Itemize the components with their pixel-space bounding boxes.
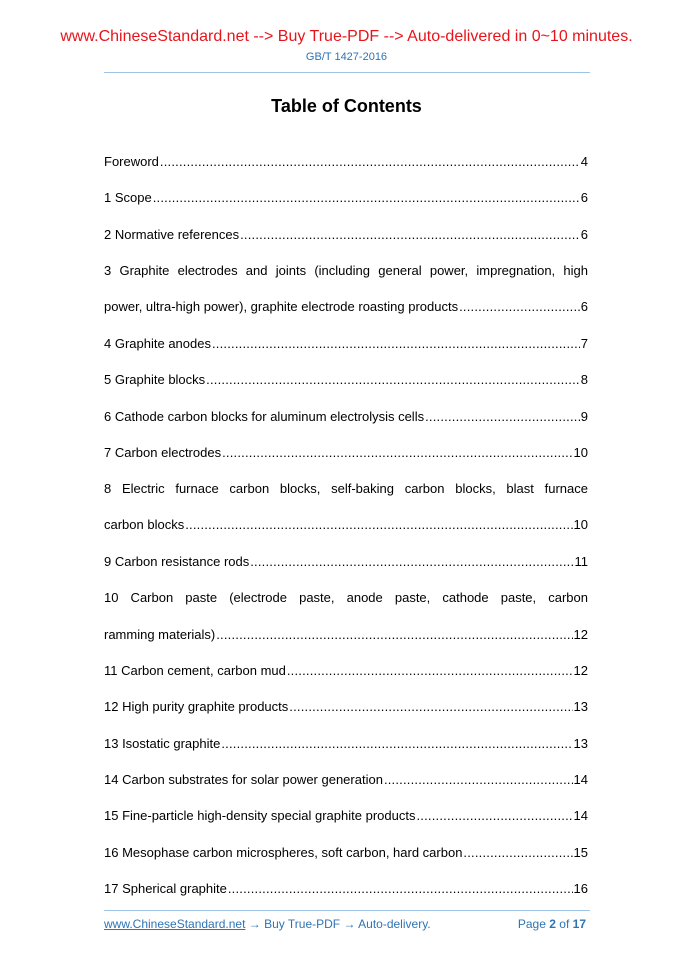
toc-page: 16 (573, 881, 588, 896)
page-counter (518, 917, 586, 931)
toc-entry-graphite-electrodes-line2[interactable] (104, 298, 588, 316)
toc-label: 13 Isostatic graphite (104, 736, 221, 751)
toc-entry-mesophase-carbon[interactable] (104, 844, 588, 862)
toc-label: 15 Fine-particle high-density special graphite products (104, 808, 416, 823)
toc-page: 11 (574, 554, 588, 569)
toc-page: 10 (573, 517, 588, 532)
toc-leader (185, 516, 572, 534)
toc-leader (240, 226, 580, 244)
toc-label: 2 Normative references (104, 227, 240, 242)
toc-page: 13 (573, 699, 588, 714)
header-banner[interactable]: www.ChineseStandard.net --> Buy True-PDF --> Auto-delivered in 0~10 minutes. (60, 28, 633, 45)
toc-page: 9 (580, 409, 588, 424)
toc-entry-carbon-electrodes[interactable] (104, 444, 588, 462)
arrow-right-icon: → (248, 917, 261, 931)
toc-label: 4 Graphite anodes (104, 336, 211, 351)
toc-entry-electric-furnace-line1[interactable]: 8 Electric furnace carbon blocks, self-baking carbon blocks, blast furnace (104, 481, 588, 496)
toc-entry-fine-particle-graphite[interactable] (104, 807, 588, 825)
toc-entry-solar-carbon-substrates[interactable] (104, 771, 588, 789)
toc-leader (212, 335, 580, 353)
toc-entry-isostatic-graphite[interactable] (104, 735, 588, 753)
arrow-right-icon: → (343, 917, 356, 931)
toc-leader (160, 153, 580, 171)
footer-buy-text: Buy True-PDF (264, 917, 341, 931)
toc-entry-electric-furnace-line2[interactable] (104, 516, 588, 534)
toc-page: 8 (580, 372, 588, 387)
footer-delivery-text: Auto-delivery. (358, 917, 431, 931)
toc-entry-carbon-paste-line1[interactable]: 10 Carbon paste (electrode paste, anode paste, cathode paste, carbon (104, 590, 588, 605)
toc-leader (228, 880, 573, 898)
toc-page: 10 (573, 445, 588, 460)
toc-page: 15 (573, 845, 588, 860)
toc-label: Foreword (104, 154, 159, 169)
toc-leader (216, 626, 572, 644)
toc-page: 4 (580, 154, 588, 169)
toc-entry-carbon-cement[interactable] (104, 662, 588, 680)
toc-entry-graphite-blocks[interactable] (104, 371, 588, 389)
toc-leader (463, 844, 572, 862)
toc-entry-carbon-paste-line2[interactable] (104, 626, 588, 644)
toc-label: 12 High purity graphite products (104, 699, 289, 714)
toc-label: 9 Carbon resistance rods (104, 554, 250, 569)
of-word: of (559, 917, 570, 931)
toc-leader (287, 662, 573, 680)
toc-leader (153, 189, 580, 207)
page-word: Page (517, 917, 546, 931)
standard-code: GB/T 1427-2016 (305, 51, 388, 63)
page-title: Table of Contents (271, 96, 422, 116)
toc-label: 1 Scope (104, 190, 152, 205)
toc-leader (289, 698, 572, 716)
footer-site-link[interactable]: www.ChineseStandard.net (104, 917, 246, 931)
footer-link-area (104, 917, 431, 931)
toc-label: ramming materials) (104, 627, 216, 642)
toc-label: 17 Spherical graphite (104, 881, 227, 896)
toc-label: power, ultra-high power), graphite electrode roasting products (104, 299, 459, 314)
toc-leader (425, 408, 580, 426)
toc-label: 14 Carbon substrates for solar power generation (104, 772, 383, 787)
toc-page: 6 (580, 227, 588, 242)
toc-entry-normative-references[interactable] (104, 226, 588, 244)
toc-label: 6 Cathode carbon blocks for aluminum electrolysis cells (104, 409, 425, 424)
toc-label: 7 Carbon electrodes (104, 445, 222, 460)
toc-entry-cathode-carbon-blocks[interactable] (104, 408, 588, 426)
toc-label: 11 Carbon cement, carbon mud (104, 663, 286, 678)
toc-page: 7 (580, 336, 588, 351)
toc-label: 16 Mesophase carbon microspheres, soft carbon, hard carbon (104, 845, 463, 860)
toc-leader (206, 371, 580, 389)
toc-entry-high-purity-graphite[interactable] (104, 698, 588, 716)
toc-leader (222, 444, 572, 462)
toc-leader (459, 298, 580, 316)
toc-page: 6 (580, 299, 588, 314)
header-divider (104, 72, 590, 73)
toc-entry-foreword[interactable] (104, 153, 588, 171)
toc-page: 12 (573, 627, 588, 642)
toc-entry-scope[interactable] (104, 189, 588, 207)
toc-leader (221, 735, 572, 753)
toc-leader (384, 771, 573, 789)
toc-page: 14 (573, 772, 588, 787)
toc-label: carbon blocks (104, 517, 185, 532)
toc-page: 13 (573, 736, 588, 751)
toc-page: 6 (580, 190, 588, 205)
page-total: 17 (572, 917, 586, 931)
toc-entry-graphite-anodes[interactable] (104, 335, 588, 353)
toc-entry-graphite-electrodes-line1[interactable]: 3 Graphite electrodes and joints (including general power, impregnation, high (104, 263, 588, 278)
footer-divider (104, 910, 590, 911)
toc-page: 12 (573, 663, 588, 678)
toc-page: 14 (573, 808, 588, 823)
toc-entry-carbon-resistance-rods[interactable] (104, 553, 588, 571)
toc-leader (416, 807, 572, 825)
page-number: 2 (549, 917, 556, 931)
toc-entry-spherical-graphite[interactable] (104, 880, 588, 898)
toc-label: 5 Graphite blocks (104, 372, 206, 387)
toc-leader (250, 553, 573, 571)
